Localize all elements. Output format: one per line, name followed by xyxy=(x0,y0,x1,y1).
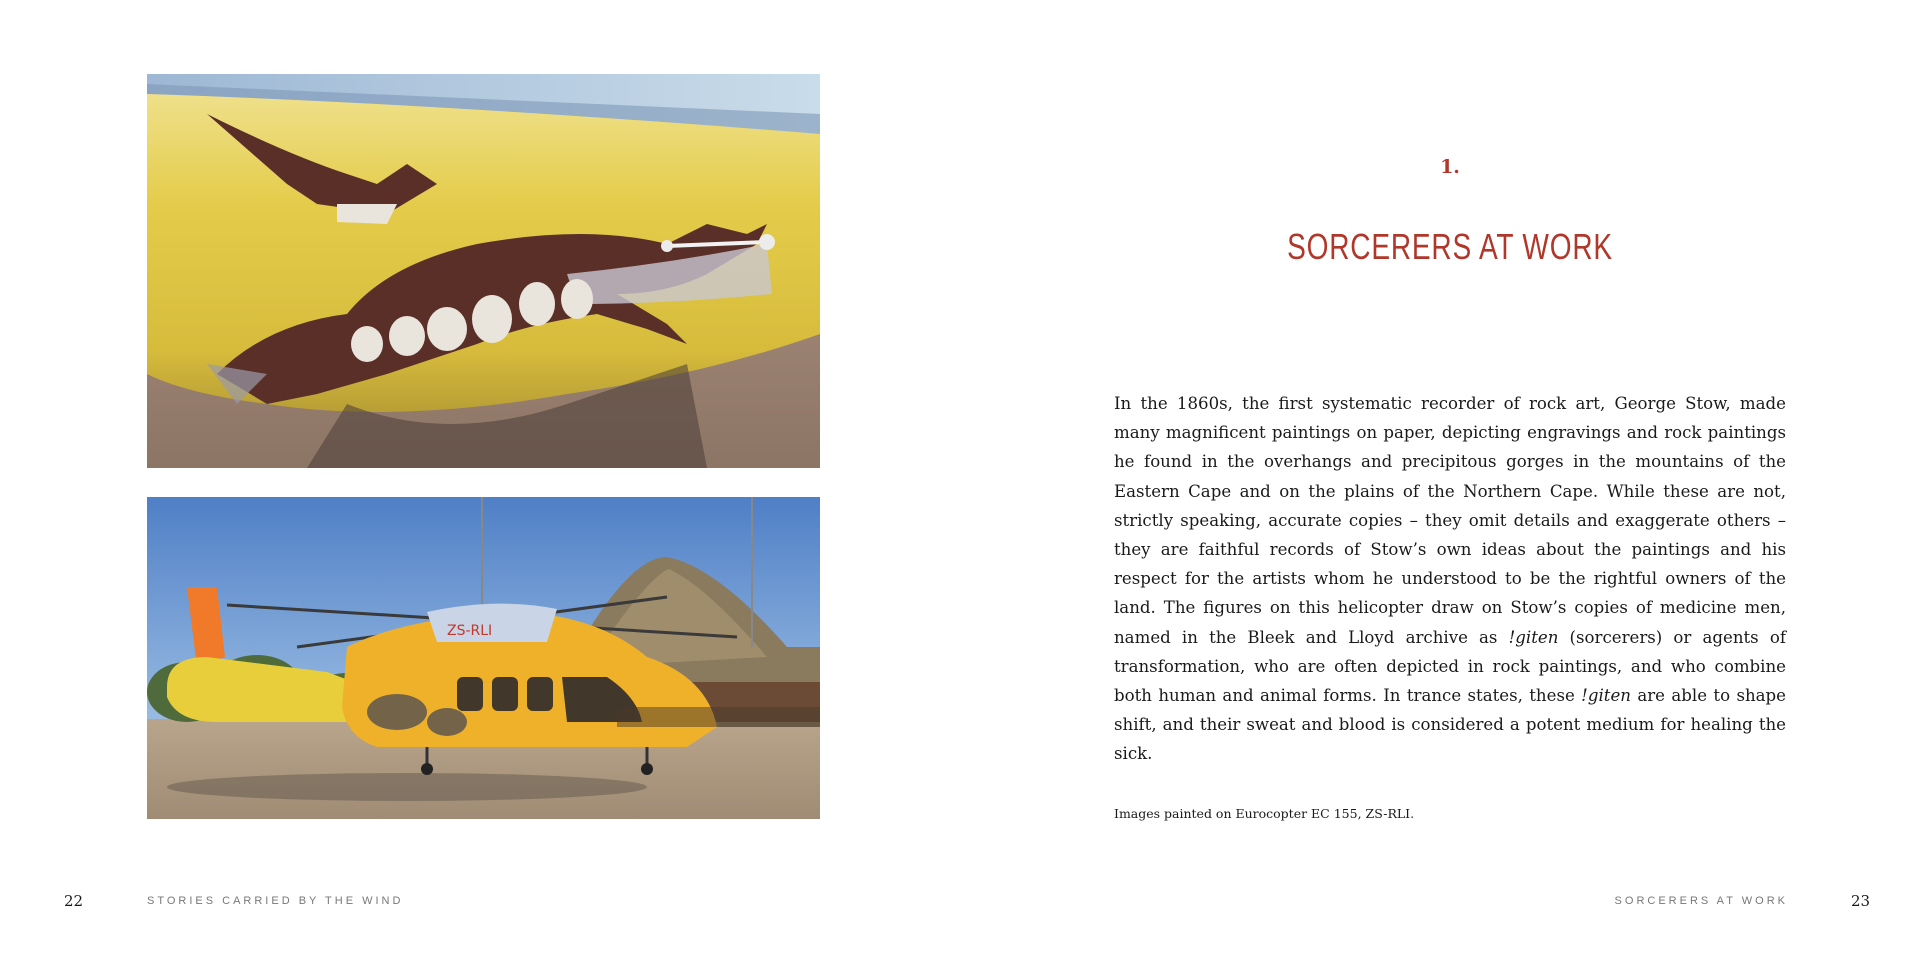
photo-helicopter-image xyxy=(147,497,820,819)
running-head-left: STORIES CARRIED BY THE WIND xyxy=(147,895,404,907)
photo-fuselage-closeup xyxy=(147,74,820,468)
helicopter-registration: ZS-RLI xyxy=(447,623,493,639)
running-head-right: SORCERERS AT WORK xyxy=(1614,895,1788,907)
body-text-part-1: In the 1860s, the first systematic recorder of rock art, George Stow, made many magnificent paintings on paper, depicting engravings and rock paintings he found in the overhangs and precipitous gorges in the mountains of the Eastern Cape and on the plains of the Northern Cape. While these are not, strictly speaking, accurate copies – they omit details and exaggerate others – they are faithful records of Stow’s own ideas about the paintings and his respect for the artists whom he understood to be the rightful owners of the land. The figures on this helicopter draw on Stow’s copies of medicine men, named in the Bleek and Lloyd archive as xyxy=(1114,394,1786,647)
body-text-part-3: are able to shape shift, and their sweat and blood is considered a potent medium for healing the sick. xyxy=(1114,686,1786,764)
body-text-part-2: (sorcerers) or agents of transformation, who are often depicted in rock paintings, and who combine both human and animal forms. In trance states, these xyxy=(1114,627,1786,706)
page-number-right: 23 xyxy=(1851,892,1871,910)
body-paragraph xyxy=(1114,389,1786,769)
page-number-left: 22 xyxy=(64,892,84,910)
body-italic-term-2: !giten xyxy=(1581,686,1631,706)
photo-helicopter xyxy=(147,497,820,819)
image-caption: Images painted on Eurocopter EC 155, ZS-RLI. xyxy=(1114,806,1415,821)
chapter-title: SORCERERS AT WORK xyxy=(1287,226,1613,267)
chapter-number: 1. xyxy=(1440,156,1460,178)
body-italic-term-1: !giten xyxy=(1508,627,1559,647)
photo-fuselage-closeup-image xyxy=(147,74,820,468)
